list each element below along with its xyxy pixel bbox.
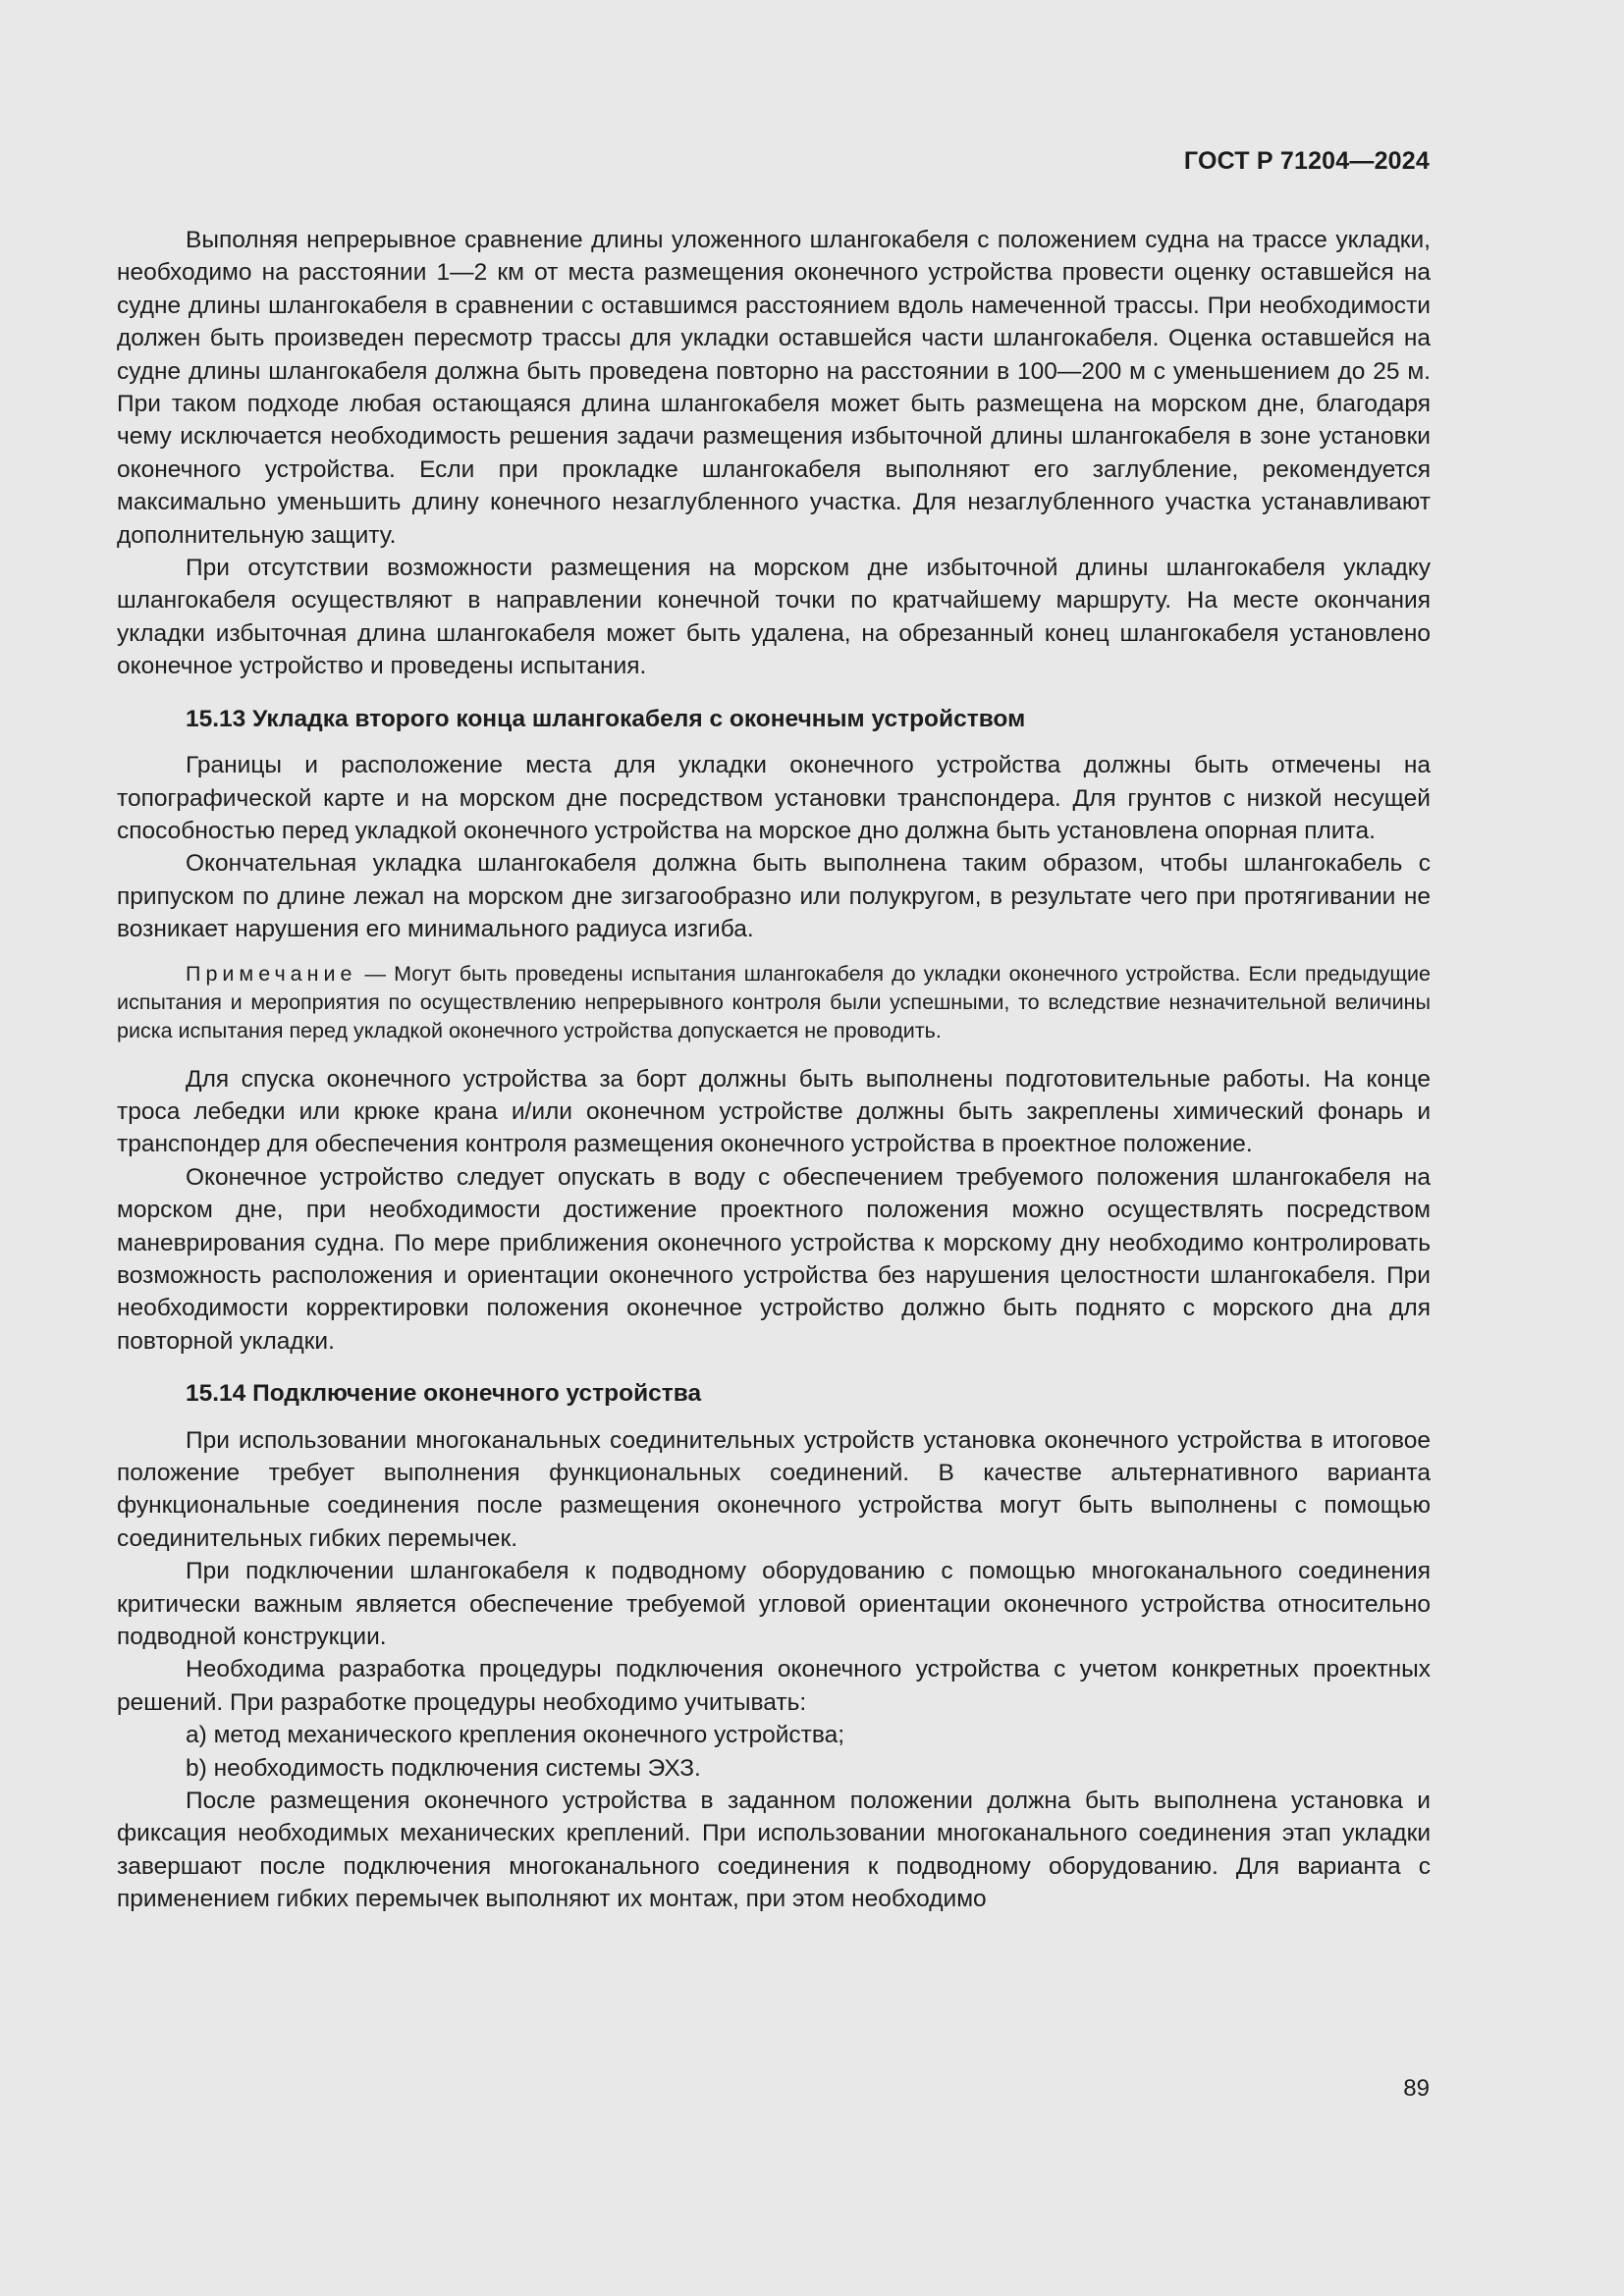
paragraph: Необходима разработка процедуры подключения оконечного устройства с учетом конкретных проектных решений. При разработке процедуры необходимо учитывать:	[117, 1656, 1431, 1716]
note	[117, 960, 1431, 1045]
note-label: Примечание	[186, 961, 357, 986]
list-item: b) необходимость подключения системы ЭХЗ.	[186, 1754, 701, 1782]
section-heading-15-13: 15.13 Укладка второго конца шлангокабеля с оконечным устройством	[186, 705, 1026, 732]
paragraph: Границы и расположение места для укладки оконечного устройства должны быть отмечены на топографической карте и на морском дне посредством установки транспондера. Для грунтов с низкой несущей способностью перед укладкой оконечного устройства на морское дно должна быть установлена опорная плита.	[117, 752, 1431, 844]
paragraph: Окончательная укладка шлангокабеля должна быть выполнена таким образом, чтобы шлангокабель с припуском по длине лежал на морском дне зигзагообразно или полукругом, в результате чего при протягивании не возникает нарушения его минимального радиуса изгиба.	[117, 850, 1431, 943]
paragraph: Для спуска оконечного устройства за борт должны быть выполнены подготовительные работы. На конце троса лебедки или крюке крана и/или оконечном устройстве должны быть закреплены химический фонарь и транспондер для обеспечения контроля размещения оконечного устройства в проектное положение.	[117, 1065, 1431, 1158]
paragraph: Оконечное устройство следует опускать в воду с обеспечением требуемого положения шлангокабеля на морском дне, при необходимости достижение проектного положения можно осуществлять посредством маневрирования судна. По мере приближения оконечного устройства к морскому дну необходимо контролировать возможность расположения и ориентации оконечного устройства без нарушения целостности шлангокабеля. При необходимости корректировки положения оконечное устройство должно быть поднято с морского дна для повторной укладки.	[117, 1163, 1431, 1355]
paragraph: При отсутствии возможности размещения на морском дне избыточной длины шлангокабеля укладку шлангокабеля осуществляют в направлении конечной точки по кратчайшему маршруту. На месте окончания укладки избыточная длина шлангокабеля может быть удалена, на обрезанный конец шлангокабеля установлено оконечное устройство и проведены испытания.	[117, 555, 1431, 680]
page-number: 89	[1403, 2075, 1430, 2102]
section-heading-15-14: 15.14 Подключение оконечного устройства	[186, 1380, 702, 1408]
paragraph: После размещения оконечного устройства в заданном положении должна быть выполнена установка и фиксация необходимых механических креплений. При использовании многоканального соединения этап укладки завершают после подключения многоканального соединения к подводному оборудованию. Для варианта с применением гибких перемычек выполняют их монтаж, при этом необходимо	[117, 1788, 1431, 1913]
paragraph: При подключении шлангокабеля к подводному оборудованию с помощью многоканального соединения критически важным является обеспечение требуемой угловой ориентации оконечного устройства относительно подводной конструкции.	[117, 1558, 1431, 1651]
paragraph: Выполняя непрерывное сравнение длины уложенного шлангокабеля с положением судна на трассе укладки, необходимо на расстоянии 1—2 км от места размещения оконечного устройства провести оценку оставшейся на судне длины шлангокабеля в сравнении с оставшимся расстоянием вдоль намеченной трассы. При необходимости должен быть произведен пересмотр трассы для укладки оставшейся части шлангокабеля. Оценка оставшейся на судне длины шлангокабеля должна быть проведена повторно на расстоянии в 100—200 м с уменьшением до 25 м. При таком подходе любая остающаяся длина шлангокабеля может быть размещена на морском дне, благодаря чему исключается необходимость решения задачи размещения избыточной длины шлангокабеля в зоне установки оконечного устройства. Если при прокладке шлангокабеля выполняют его заглубление, рекомендуется максимально уменьшить длину конечного незаглубленного участка. Для незаглубленного участка устанавливают дополнительную защиту.	[117, 227, 1431, 549]
paragraph: При использовании многоканальных соединительных устройств установка оконечного устройства в итоговое положение требует выполнения функциональных соединений. В качестве альтернативного варианта функциональные соединения после размещения оконечного устройства могут быть выполнены с помощью соединительных гибких перемычек.	[117, 1426, 1431, 1552]
list-item: а) метод механического крепления оконечного устройства;	[186, 1722, 845, 1749]
note-text: — Могут быть проведены испытания шлангокабеля до укладки оконечного устройства. Если предыдущие испытания и мероприятия по осуществлению непрерывного контроля были успешными, то вследствие незначительной величины риска испытания перед укладкой оконечного устройства допускается не проводить.	[117, 961, 1431, 1042]
document-header: ГОСТ Р 71204—2024	[1183, 147, 1430, 175]
document-body	[117, 224, 1431, 1916]
